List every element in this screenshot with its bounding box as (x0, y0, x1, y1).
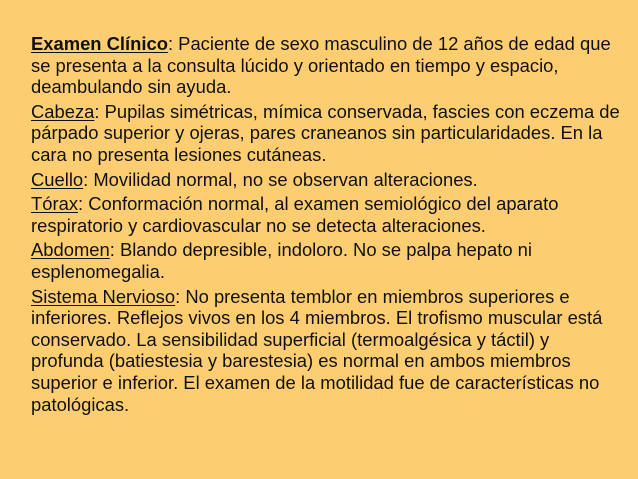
section-label-cabeza: Cabeza (31, 100, 95, 122)
section-text-abdomen: : Blando depresible, indoloro. No se palpa hepato ni esplenomegalia. (31, 239, 532, 282)
section-label-sistema-nervioso: Sistema Nervioso (31, 285, 176, 307)
section-text-sistema-nervioso: : No presenta temblor en miembros superiores e inferiores. Reflejos vivos en los 4 miembros. El trofismo muscular está conservado. La sensibilidad superficial (termoalgésica y táctil) y profunda (batiestesia y barestesia) es normal en ambos miembros superior e inferior. El examen de la motilidad fue de características no patológicas. (31, 285, 603, 415)
section-cuello (31, 169, 621, 191)
section-examen-clinico (31, 33, 621, 98)
section-text-cuello: : Movilidad normal, no se observan alteraciones. (83, 168, 478, 190)
section-text-torax: : Conformación normal, al examen semiológico del aparato respiratorio y cardiovascular no se detecta alteraciones. (31, 193, 559, 236)
section-torax (31, 193, 621, 236)
clinical-exam-text (31, 33, 621, 418)
section-label-torax: Tórax (31, 193, 79, 215)
section-sistema-nervioso (31, 286, 621, 416)
section-text-examen-clinico: : Paciente de sexo masculino de 12 años de edad que se presenta a la consulta lúcido y orientado en tiempo y espacio, deambulando sin ayuda. (31, 33, 611, 98)
section-cabeza (31, 101, 621, 166)
section-text-cabeza: : Pupilas simétricas, mímica conservada, fascies con eczema de párpado superior y ojeras, pares craneanos sin particularidades. En la cara no presenta lesiones cutáneas. (31, 100, 620, 165)
section-label-cuello: Cuello (31, 168, 84, 190)
section-label-examen-clinico: Examen Clínico (31, 33, 168, 54)
section-label-abdomen: Abdomen (31, 239, 110, 261)
section-abdomen (31, 239, 621, 282)
